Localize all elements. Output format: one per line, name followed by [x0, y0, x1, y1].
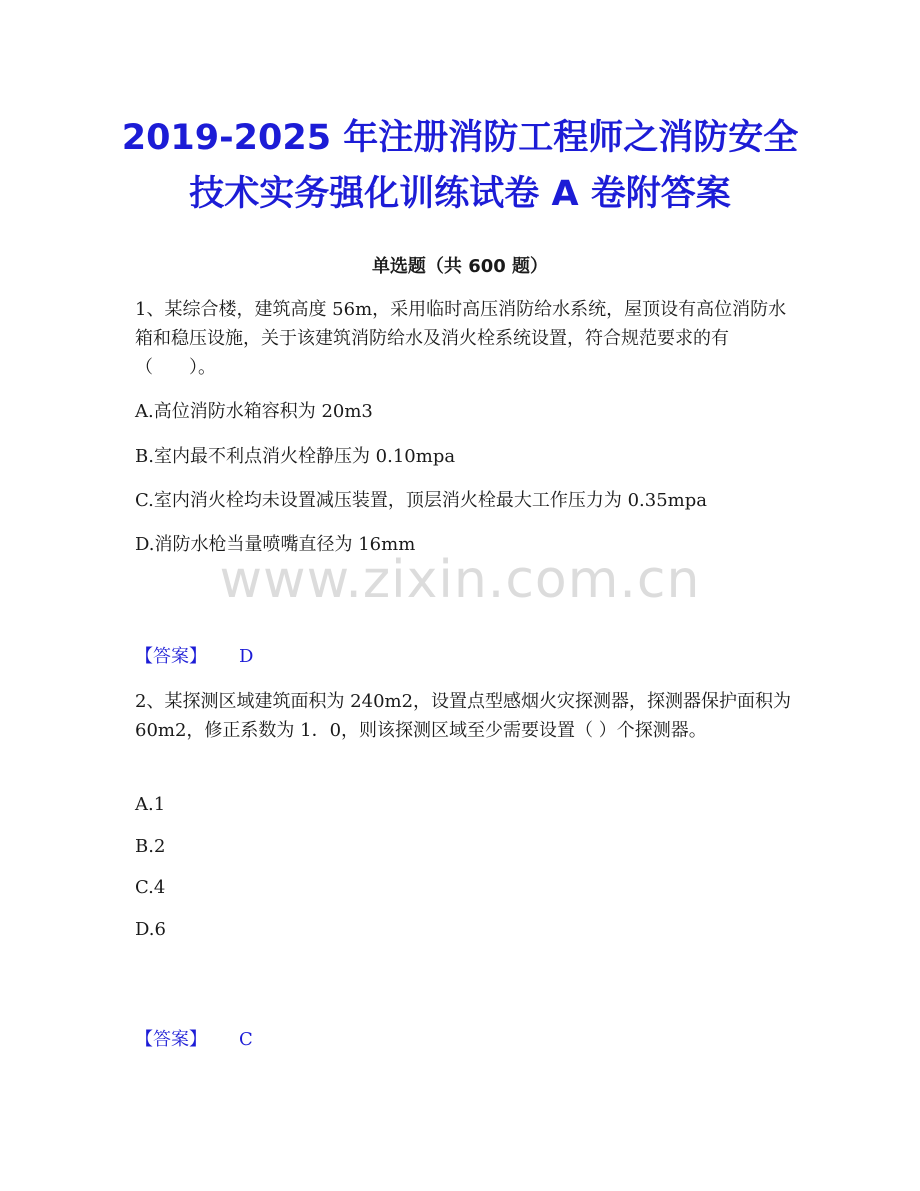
answer-value: D [239, 646, 254, 667]
watermark: www.zixin.com.cn [219, 550, 701, 610]
question-1-option-a: A.高位消防水箱容积为 20m3 [135, 401, 373, 422]
question-1-answer [135, 643, 253, 671]
question-2-option-d: D.6 [135, 919, 166, 940]
answer-label: 【答案】 [135, 646, 207, 667]
question-1-option-d: D.消防水枪当量喷嘴直径为 16mm [135, 534, 416, 555]
question-2-option-b: B.2 [135, 836, 166, 857]
question-2-answer [135, 1026, 253, 1054]
question-1-option-c: C.室内消火栓均未设置减压装置，顶层消火栓最大工作压力为 0.35mpa [135, 490, 707, 511]
document-title [0, 110, 920, 222]
question-2-stem: 2、某探测区域建筑面积为 240m2，设置点型感烟火灾探测器，探测器保护面积为 60m2，修正系数为 1．0，则该探测区域至少需要设置（ ）个探测器。 [135, 691, 792, 741]
question-2-option-c: C.4 [135, 877, 166, 898]
document-title-line-2: 技术实务强化训练试卷 A 卷附答案 [189, 174, 731, 214]
answer-label: 【答案】 [135, 1029, 207, 1050]
section-header: 单选题（共 600 题） [371, 256, 549, 277]
document-title-line-1: 2019-2025 年注册消防工程师之消防安全 [121, 118, 799, 158]
question-2-option-a: A.1 [135, 794, 166, 815]
question-1-stem: 1、某综合楼，建筑高度 56m，采用临时高压消防给水系统，屋顶设有高位消防水箱和稳压设施，关于该建筑消防给水及消火栓系统设置，符合规范要求的有（ ）。 [135, 299, 787, 378]
question-1-option-b: B.室内最不利点消火栓静压为 0.10mpa [135, 446, 456, 467]
answer-value: C [239, 1029, 253, 1050]
